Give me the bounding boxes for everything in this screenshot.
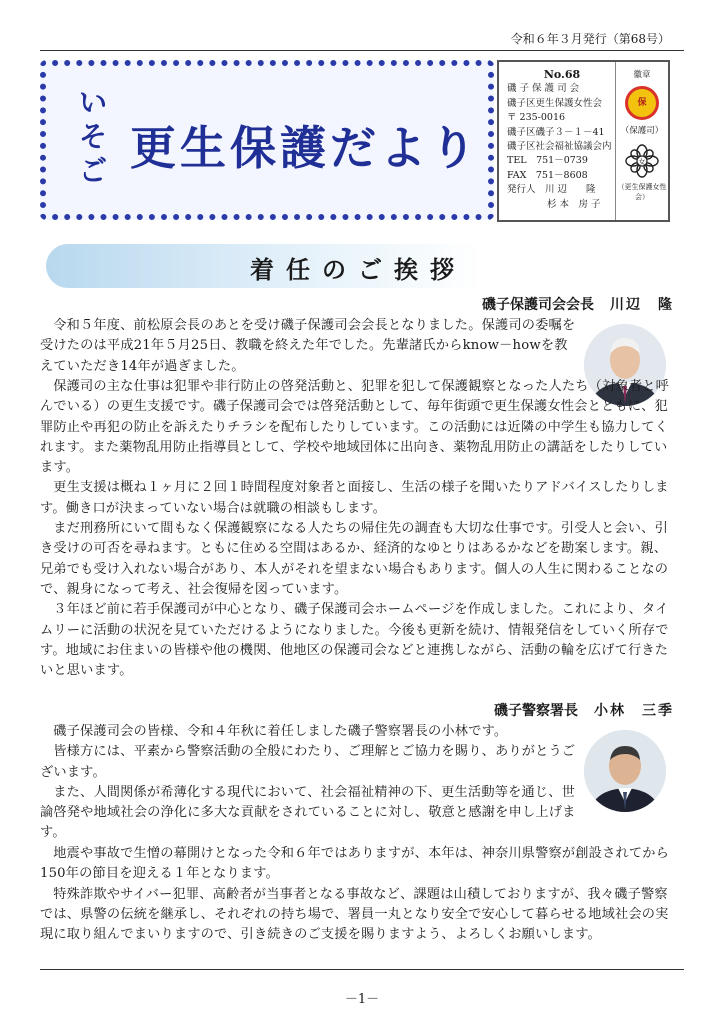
publisher-2: 杉 本 房 子	[547, 198, 601, 210]
banner-main-title: 更生保護だより	[130, 121, 480, 175]
section-1-intro	[40, 316, 578, 377]
paragraph: 更生支援は概ね１ヶ月に２回１時間程度対象者と面接し、生活の様子を聞いたりアドバイスしたりします。働き口が決まっていない場合は就職の相談もします。	[40, 480, 669, 516]
byline-1-role: 磯子保護司会会長	[482, 297, 594, 313]
section-1-body	[40, 377, 676, 681]
article-title: 着任のご挨拶	[250, 256, 466, 284]
paragraph: 地震や事故で生憎の幕開けとなった令和６年ではありますが、本年は、神奈川県警察が創設されてから150年の節目を迎える１年となります。	[40, 846, 670, 882]
issue-date: 令和６年３月発行（第68号）	[510, 32, 670, 46]
paragraph: 磯子保護司会の皆様、令和４年秋に着任しました磯子警察署長の小林です。	[53, 724, 508, 739]
newsletter-banner	[40, 60, 494, 220]
publisher-info-box	[497, 60, 670, 222]
portrait-photo-2	[584, 730, 666, 812]
byline-2-role: 磯子警察署長	[494, 703, 578, 719]
org-name-2: 磯子区更生保護女性会	[507, 97, 603, 109]
person-icon	[584, 730, 666, 812]
tel-number: TEL 751－0739	[507, 155, 588, 167]
publisher-info	[507, 68, 617, 212]
article-title-bar	[46, 244, 670, 288]
byline-2	[480, 700, 674, 720]
paragraph: まだ刑務所にいて間もなく保護観察になる人たちの帰住先の調査も大切な仕事です。引受人と会い、引き受けの可否を尋ねます。ともに住める空間はあるか、経済的なゆとりはあるかなどを勘案します。親、兄弟でも受け入れない場合があり、本人がそれを望まない場合もあります。個人の人生に関わることなので、親身になって考え、社会復帰を図っています。	[40, 521, 669, 597]
address-line-2: 磯子区社会福祉協議会内	[507, 141, 612, 153]
emblem-caption-1: （保護司）	[620, 126, 664, 136]
byline-2-name: 小林 三季	[594, 703, 674, 719]
section-2-intro	[40, 722, 576, 844]
hogoshi-emblem-icon: 保	[625, 86, 659, 120]
womens-association-emblem-icon	[625, 144, 659, 178]
top-divider	[40, 50, 684, 51]
emblem2-mark: 女	[638, 158, 646, 166]
byline-1	[468, 294, 674, 314]
bottom-divider	[40, 969, 684, 970]
emblem-caption-2: （更生保護女性会）	[617, 183, 667, 201]
paragraph: 特殊詐欺やサイバー犯罪、高齢者が当事者となる事故など、課題は山積しておりますが、我々磯子警察では、県警の伝統を継承し、それぞれの持ち場で、署員一丸となり安全で安心して暮らせる地域社会の実現に取り組んでまいりますので、引き続きのご支援を賜りますよう、よろしくお願いします。	[40, 886, 669, 943]
postal-code: 〒 235-0016	[507, 112, 566, 124]
publisher-1: 発行人 川 辺 隆	[507, 184, 596, 196]
paragraph: 保護司の主な仕事は犯罪や非行防止の啓発活動と、犯罪を犯して保護観察となった人たち（対象者と呼んでいる）の更生支援です。磯子保護司会では啓発活動として、毎年街頭で更生保護女性会とともに、犯罪防止や再犯の防止を訴えたりチラシを配布したりしています。この活動には近隣の中学生も協力してくれます。また薬物乱用防止指導員として、学校や地域団体に出向き、薬物乱用防止の講話をしたりしています。	[40, 379, 670, 476]
page-number: －1－	[344, 992, 380, 1007]
banner-side-title: いそご	[78, 86, 107, 187]
byline-1-name: 川辺 隆	[610, 297, 674, 313]
address-line-1: 磯子区磯子３－１－41	[507, 126, 605, 138]
fax-number: FAX 751－8608	[507, 169, 588, 181]
paragraph: 令和５年度、前松原会長のあとを受け磯子保護司会会長となりました。保護司の委嘱を受けたのは平成21年５月25日、教職を終えた年でした。先輩諸氏からknow－howを教えていただき14年が過ぎました。	[40, 318, 576, 374]
issue-number: No.68	[543, 68, 581, 81]
org-name-1: 磯 子 保 護 司 会	[507, 83, 580, 95]
paragraph: ３年ほど前に若手保護司が中心となり、磯子保護司会ホームページを作成しました。これにより、タイムリーに活動の状況を見ていただけるようになりました。今後も更新を続け、情報発信をしていく所存です。地域にお住まいの皆様や他の機関、他地区の保護司会などと連携しながら、活動の輪を広げて行きたいと思います。	[40, 602, 669, 679]
section-2-body	[40, 844, 676, 945]
emblem-label: 徽章	[633, 70, 651, 80]
paragraph: 皆様方には、平素から警察活動の全般にわたり、ご理解とご協力を賜り、ありがとうございます。	[40, 744, 576, 780]
emblem-column	[615, 62, 668, 220]
paragraph: また、人間関係が希薄化する現代において、社会福祉精神の下、更生活動等を通じ、世論啓発や地域社会の浄化に多大な貢献をされていることに対し、敬意と感謝を申し上げます。	[40, 784, 576, 841]
